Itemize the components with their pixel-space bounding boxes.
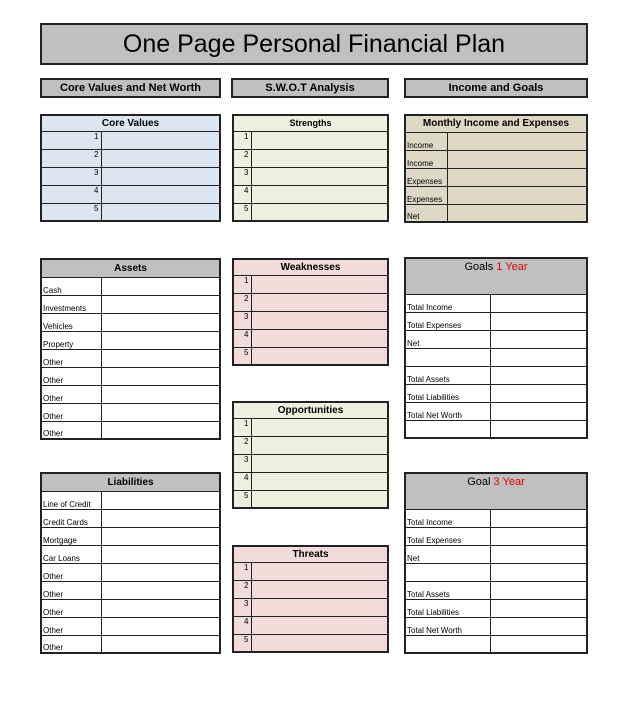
- section-core-values-net-worth: Core Values and Net Worth: [40, 78, 221, 98]
- table-row: [233, 580, 388, 598]
- row-label: Net: [405, 545, 490, 563]
- entry-cell[interactable]: [101, 295, 220, 313]
- entry-cell[interactable]: [251, 562, 388, 580]
- opportunities-table: [232, 401, 389, 509]
- goals-1-year-header: [405, 258, 587, 294]
- row-label: Credit Cards: [41, 509, 101, 527]
- table-row: [233, 616, 388, 634]
- entry-cell[interactable]: [101, 367, 220, 385]
- row-label: 3: [233, 311, 251, 329]
- row-label: Total Income: [405, 509, 490, 527]
- row-label: 2: [233, 293, 251, 311]
- table-row: [405, 384, 587, 402]
- entry-cell[interactable]: [490, 527, 587, 545]
- row-label: 1: [233, 131, 251, 149]
- row-label: 2: [233, 436, 251, 454]
- liabilities-header: Liabilities: [41, 473, 220, 491]
- goals-1-year-highlight: 1 Year: [496, 261, 528, 273]
- entry-cell[interactable]: [251, 580, 388, 598]
- threats-header: Threats: [233, 546, 388, 562]
- entry-cell[interactable]: [101, 403, 220, 421]
- entry-cell[interactable]: [447, 132, 587, 150]
- row-label: 3: [233, 167, 251, 185]
- row-label: 4: [233, 616, 251, 634]
- entry-cell[interactable]: [251, 454, 388, 472]
- row-label: [405, 635, 490, 653]
- row-label: Income: [405, 150, 447, 168]
- row-label: Other: [41, 581, 101, 599]
- entry-cell[interactable]: [101, 491, 220, 509]
- table-row: [405, 617, 587, 635]
- entry-cell[interactable]: [251, 131, 388, 149]
- row-label: 1: [41, 131, 101, 149]
- assets-table: [40, 258, 221, 440]
- entry-cell[interactable]: [251, 167, 388, 185]
- table-row: [405, 186, 587, 204]
- entry-cell[interactable]: [101, 599, 220, 617]
- strengths-table: [232, 114, 389, 222]
- entry-cell[interactable]: [101, 509, 220, 527]
- row-label: Other: [41, 563, 101, 581]
- section-income-goals: Income and Goals: [404, 78, 588, 98]
- entry-cell[interactable]: [251, 347, 388, 365]
- table-row: [405, 509, 587, 527]
- table-row: [41, 331, 220, 349]
- entry-cell[interactable]: [447, 186, 587, 204]
- entry-cell[interactable]: [101, 277, 220, 295]
- table-row: [233, 418, 388, 436]
- row-label: 4: [233, 472, 251, 490]
- core-values-header: Core Values: [41, 115, 220, 131]
- entry-cell[interactable]: [490, 581, 587, 599]
- row-label: Vehicles: [41, 313, 101, 331]
- table-row: [405, 545, 587, 563]
- assets-header: Assets: [41, 259, 220, 277]
- table-row: [41, 313, 220, 331]
- row-label: Investments: [41, 295, 101, 313]
- entry-cell[interactable]: [490, 617, 587, 635]
- table-row: [233, 185, 388, 203]
- table-row: [405, 294, 587, 312]
- entry-cell[interactable]: [490, 509, 587, 527]
- row-label: Income: [405, 132, 447, 150]
- entry-cell[interactable]: [251, 472, 388, 490]
- row-label: Total Net Worth: [405, 402, 490, 420]
- entry-cell[interactable]: [490, 348, 587, 366]
- entry-cell[interactable]: [101, 581, 220, 599]
- table-row: [41, 367, 220, 385]
- entry-cell[interactable]: [490, 402, 587, 420]
- table-row: [41, 295, 220, 313]
- row-label: Total Liabilities: [405, 599, 490, 617]
- goal-3-year-highlight: 3 Year: [493, 476, 525, 488]
- entry-cell[interactable]: [101, 149, 220, 167]
- entry-cell[interactable]: [251, 490, 388, 508]
- entry-cell[interactable]: [490, 545, 587, 563]
- table-row: [405, 635, 587, 653]
- entry-cell[interactable]: [251, 203, 388, 221]
- table-row: [233, 167, 388, 185]
- row-label: Car Loans: [41, 545, 101, 563]
- row-label: Total Expenses: [405, 312, 490, 330]
- table-row: [233, 311, 388, 329]
- table-row: [405, 563, 587, 581]
- liabilities-table: [40, 472, 221, 654]
- row-label: Cash: [41, 277, 101, 295]
- table-row: [405, 581, 587, 599]
- table-row: [233, 203, 388, 221]
- entry-cell[interactable]: [251, 616, 388, 634]
- entry-cell[interactable]: [101, 331, 220, 349]
- table-row: [41, 635, 220, 653]
- row-label: Total Assets: [405, 581, 490, 599]
- table-row: [405, 420, 587, 438]
- table-row: [233, 472, 388, 490]
- table-row: [41, 563, 220, 581]
- table-row: [41, 385, 220, 403]
- row-label: [405, 563, 490, 581]
- table-row: [233, 562, 388, 580]
- table-row: [405, 527, 587, 545]
- row-label: Other: [41, 367, 101, 385]
- table-row: [41, 617, 220, 635]
- entry-cell[interactable]: [101, 527, 220, 545]
- entry-cell[interactable]: [490, 294, 587, 312]
- table-row: [405, 348, 587, 366]
- table-row: [405, 204, 587, 222]
- table-row: [41, 185, 220, 203]
- table-row: [233, 634, 388, 652]
- row-label: 2: [233, 580, 251, 598]
- row-label: 5: [41, 203, 101, 221]
- weaknesses-header: Weaknesses: [233, 259, 388, 275]
- entry-cell[interactable]: [101, 563, 220, 581]
- entry-cell[interactable]: [251, 598, 388, 616]
- row-label: Net: [405, 204, 447, 222]
- row-label: 1: [233, 275, 251, 293]
- table-row: [41, 403, 220, 421]
- entry-cell[interactable]: [101, 545, 220, 563]
- goals-1-year-table: [404, 257, 588, 439]
- table-row: [233, 454, 388, 472]
- entry-cell[interactable]: [251, 311, 388, 329]
- table-row: [233, 347, 388, 365]
- table-row: [405, 330, 587, 348]
- row-label: Total Liabilities: [405, 384, 490, 402]
- row-label: 5: [233, 634, 251, 652]
- entry-cell[interactable]: [101, 617, 220, 635]
- row-label: Mortgage: [41, 527, 101, 545]
- table-row: [233, 131, 388, 149]
- monthly-income-expenses-table: [404, 114, 588, 223]
- row-label: Total Net Worth: [405, 617, 490, 635]
- table-row: [405, 312, 587, 330]
- goals-1-year-label: Goals: [464, 261, 494, 273]
- table-row: [41, 149, 220, 167]
- entry-cell[interactable]: [490, 599, 587, 617]
- row-label: Other: [41, 617, 101, 635]
- row-label: Other: [41, 385, 101, 403]
- entry-cell[interactable]: [490, 635, 587, 653]
- threats-table: [232, 545, 389, 653]
- table-row: [41, 599, 220, 617]
- row-label: 5: [233, 347, 251, 365]
- row-label: Line of Credit: [41, 491, 101, 509]
- table-row: [233, 436, 388, 454]
- goal-3-year-table: [404, 472, 588, 654]
- table-row: [405, 366, 587, 384]
- table-row: [41, 509, 220, 527]
- row-label: 5: [233, 203, 251, 221]
- table-row: [41, 421, 220, 439]
- row-label: 5: [233, 490, 251, 508]
- entry-cell[interactable]: [251, 149, 388, 167]
- weaknesses-table: [232, 258, 389, 366]
- row-label: Total Income: [405, 294, 490, 312]
- row-label: Other: [41, 421, 101, 439]
- opportunities-header: Opportunities: [233, 402, 388, 418]
- table-row: [233, 598, 388, 616]
- goal-3-year-label: Goal: [467, 476, 491, 488]
- row-label: Net: [405, 330, 490, 348]
- entry-cell[interactable]: [251, 418, 388, 436]
- table-row: [405, 599, 587, 617]
- row-label: [405, 420, 490, 438]
- page-title: One Page Personal Financial Plan: [40, 23, 588, 65]
- row-label: [405, 348, 490, 366]
- row-label: 1: [233, 418, 251, 436]
- entry-cell[interactable]: [447, 150, 587, 168]
- entry-cell[interactable]: [251, 293, 388, 311]
- entry-cell[interactable]: [101, 635, 220, 653]
- entry-cell[interactable]: [251, 436, 388, 454]
- row-label: 2: [41, 149, 101, 167]
- entry-cell[interactable]: [490, 330, 587, 348]
- monthly-header: Monthly Income and Expenses: [405, 115, 587, 132]
- table-row: [41, 277, 220, 295]
- table-row: [233, 293, 388, 311]
- entry-cell[interactable]: [251, 185, 388, 203]
- table-row: [405, 150, 587, 168]
- row-label: Total Expenses: [405, 527, 490, 545]
- table-row: [405, 402, 587, 420]
- entry-cell[interactable]: [101, 185, 220, 203]
- table-row: [233, 490, 388, 508]
- entry-cell[interactable]: [101, 349, 220, 367]
- table-row: [41, 131, 220, 149]
- row-label: 2: [233, 149, 251, 167]
- table-row: [41, 203, 220, 221]
- entry-cell[interactable]: [101, 385, 220, 403]
- entry-cell[interactable]: [490, 366, 587, 384]
- row-label: Expenses: [405, 168, 447, 186]
- entry-cell[interactable]: [101, 167, 220, 185]
- row-label: 3: [233, 454, 251, 472]
- row-label: Total Assets: [405, 366, 490, 384]
- table-row: [405, 132, 587, 150]
- table-row: [233, 149, 388, 167]
- row-label: 4: [41, 185, 101, 203]
- row-label: 3: [233, 598, 251, 616]
- entry-cell[interactable]: [251, 275, 388, 293]
- row-label: 3: [41, 167, 101, 185]
- row-label: Expenses: [405, 186, 447, 204]
- row-label: 1: [233, 562, 251, 580]
- section-swot: S.W.O.T Analysis: [231, 78, 389, 98]
- table-row: [41, 581, 220, 599]
- entry-cell[interactable]: [101, 313, 220, 331]
- goal-3-year-header: [405, 473, 587, 509]
- row-label: Other: [41, 599, 101, 617]
- table-row: [41, 545, 220, 563]
- row-label: 4: [233, 185, 251, 203]
- entry-cell[interactable]: [251, 634, 388, 652]
- table-row: [405, 168, 587, 186]
- table-row: [233, 329, 388, 347]
- row-label: 4: [233, 329, 251, 347]
- row-label: Property: [41, 331, 101, 349]
- table-row: [41, 167, 220, 185]
- entry-cell[interactable]: [490, 384, 587, 402]
- entry-cell[interactable]: [251, 329, 388, 347]
- entry-cell[interactable]: [490, 420, 587, 438]
- entry-cell[interactable]: [101, 421, 220, 439]
- row-label: Other: [41, 403, 101, 421]
- core-values-table: [40, 114, 221, 222]
- entry-cell[interactable]: [101, 203, 220, 221]
- strengths-header: Strengths: [233, 115, 388, 131]
- row-label: Other: [41, 635, 101, 653]
- row-label: Other: [41, 349, 101, 367]
- table-row: [233, 275, 388, 293]
- entry-cell[interactable]: [101, 131, 220, 149]
- entry-cell[interactable]: [490, 563, 587, 581]
- entry-cell[interactable]: [447, 204, 587, 222]
- entry-cell[interactable]: [447, 168, 587, 186]
- table-row: [41, 349, 220, 367]
- table-row: [41, 527, 220, 545]
- entry-cell[interactable]: [490, 312, 587, 330]
- table-row: [41, 491, 220, 509]
